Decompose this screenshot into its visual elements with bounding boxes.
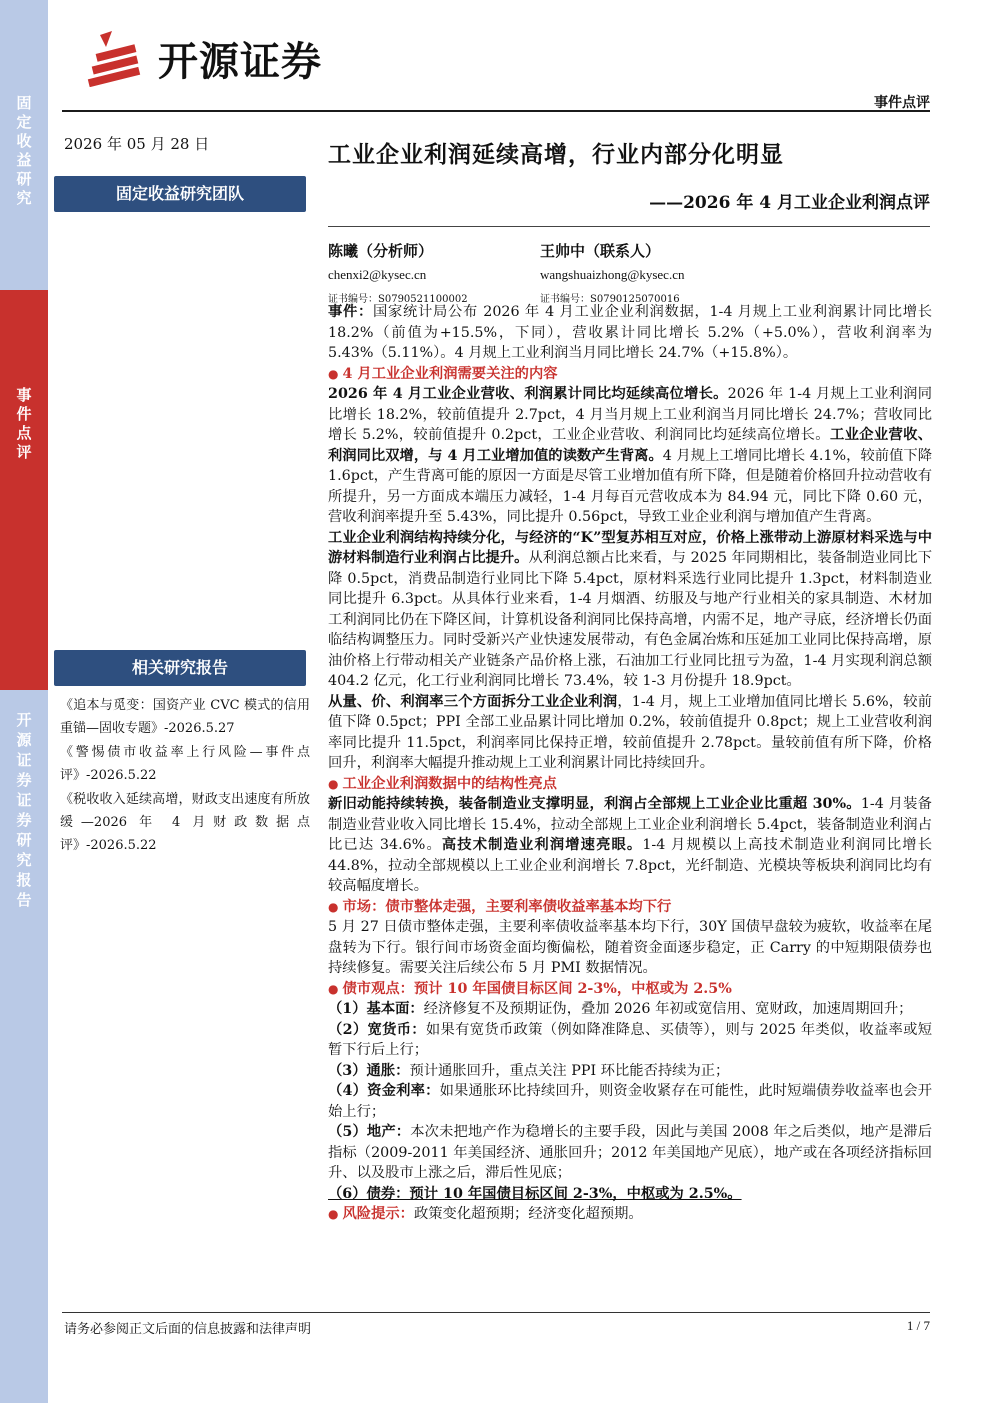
team-box: 固定收益研究团队 [54,176,306,212]
author-email[interactable]: chenxi2@kysec.cn [328,267,427,282]
paragraph-lead: 从量、价、利润率三个方面拆分工业企业利润 [328,693,618,710]
band-fixed-income [0,0,48,290]
author-name: 王帅中（联系人） [540,242,661,260]
section-heading [328,979,932,1000]
author-card [328,240,468,311]
event-label: 事件： [328,304,373,320]
report-date: 2026 年 05 月 28 日 [64,135,210,153]
view-item [328,1081,932,1122]
doc-type: 事件点评 [874,95,930,111]
paragraph-text: 2026 年 1-4 月规上工业利润同比增长 18.2%，较前值提升 2.7pct，4 月当月规上工业利润当月同比增长 24.7%；营收同比增长 5.2%，较前值提升 0.2pct，工业企业营收、利润同比均延续高位增长。 [328,386,932,443]
paragraph-lead: 工业企业利润结构持续分化，与经济的“K”型复苏相互对应，价格上涨带动上游原材料采选与中游材料制造行业利润占比提升。 [328,529,932,566]
view-label: （1）基本面： [328,1001,424,1017]
bullet-dot-icon: ● [328,899,339,914]
footer-divider [62,1312,930,1313]
view-conclusion: （6）债券：预计 10 年国债目标区间 2-3%，中枢或为 2.5%。 [328,1185,742,1202]
author-name: 陈曦（分析师） [328,242,434,260]
title-divider [328,226,930,227]
bullet-dot-icon: ● [328,1207,339,1221]
view-text: 本次未把地产作为稳增长的主要手段，因此与美国 2008 年之后类似，地产是滞后指标（2009-2011 年美国经济、通胀回升；2012 年美国地产见底），地产或在各项经济指标回升、以及股市上涨之后，滞后性见底； [328,1124,932,1181]
view-item [328,999,932,1020]
related-reports-box: 相关研究报告 [54,650,306,686]
paragraph [328,528,932,692]
paragraph-lead: 工业企业营收、利润同比双增，与 4 月工业增加值的读数产生背离。 [328,427,932,464]
header-divider [62,110,930,112]
band-top-label: 固定收益研究 [16,94,32,207]
paragraph-text: 1-4 月装备制造业营业收入同比增长 15.4%，拉动全部规上工业企业利润增长 5.4pct，装备制造业利润占比已达 34.6%。 [328,796,932,853]
author-cert: 证书编号：S0790125070016 [540,294,680,305]
paragraph [328,692,932,774]
event-text: 国家统计局公布 2026 年 4 月工业企业利润数据，1-4 月规上工业利润累计同比增长 18.2%（前值为+15.5%，下同），营收累计同比增长 5.2%（+5.0%），营收利润率为 5.43%（5.11%）。4 月规上工业利润当月同比增长 24.7%（+15.8%）。 [328,304,932,361]
risk-paragraph [328,1204,932,1225]
related-reports-list [60,694,310,858]
related-report-item[interactable]: 《警惕债市收益率上行风险—事件点评》-2026.5.22 [60,745,310,783]
view-item [328,1020,932,1061]
section-heading [328,364,932,385]
view-item [328,1184,932,1205]
view-text: 预计通胀回升，重点关注 PPI 环比能否持续为正； [409,1062,730,1079]
paragraph-text: ，1-4 月，规上工业增加值同比增长 5.6%，较前值下降 0.5pct；PPI 全部工业品累计同比增加 0.2%，较前值提升 0.8pct；规上工业营收利润率同比提升 11.5pct，利润率同比保持正增，较前值提升 2.78pct。量较前值有所下降，价格回升，利润率大幅提升推动规上工业利润累计同比持续回升。 [328,693,932,771]
view-text: 经济修复不及预期证伪，叠加 2026 年初或宽信用、宽财政，加速周期回升； [423,1001,913,1017]
section-heading [328,774,932,795]
paragraph [328,794,932,897]
view-label: （2）宽货币： [328,1021,426,1038]
band-event-review [0,290,48,690]
related-report-item[interactable]: 《税收收入延续高增，财政支出速度有所放缓—2026 年 4 月财政数据点评》-2026.5.22 [60,792,310,853]
view-label: （3）通胀： [328,1062,410,1079]
brand-name: 开源证券 [158,38,322,85]
related-report-item[interactable]: 《追本与觅变：国资产业 CVC 模式的信用重锚—固收专题》-2026.5.27 [60,698,310,736]
author-card [540,240,684,311]
brand-logo [86,28,322,88]
author-email[interactable]: wangshuaizhong@kysec.cn [540,267,685,282]
brand-logo-icon [86,29,152,87]
view-label: （4）资金利率： [328,1083,440,1099]
paragraph-text: 4 月规上工增同比增长 4.1%，较前值下降 1.6pct，产生背离可能的原因一方面是尽管工业增加值有所下降，但是随着价格回升拉动营收有所提升，另一方面成本端压力减轻，1-4 月每百元营收成本为 84.94 元，同比下降 0.60 元，营收利润率提升至 5.43%，同比提升 0.56pct，导致工业企业利润与增加值产生背离。 [328,447,932,525]
page-number: 1 / 7 [906,1318,930,1333]
paragraph-text: 1-4 月规模以上高技术制造业利润同比增长 44.8%，拉动全部规模以上工业企业利润增长 7.8pct，光纤制造、光模块等板块利润同比均有较高幅度增长。 [328,837,932,894]
paragraph-text: 5 月 27 日债市整体走强，主要利率债收益率基本均下行，30Y 国债早盘较为疲软，收益率在尾盘转为下行。银行间市场资金面均衡偏松，随着资金面逐步稳定，正 Carry 的中短期限债券也持续修复。需要关注后续公布 5 月 PMI 数据情况。 [328,919,932,976]
view-item [328,1061,932,1082]
paragraph-lead: 高技术制造业利润增速亮眼。 [441,837,643,853]
view-item [328,1122,932,1184]
section-heading [328,897,932,918]
band-mid-label: 事件点评 [16,386,32,461]
paragraph-lead: 新旧动能持续转换，装备制造业支撑明显，利润占全部规上工业企业比重超 30%。 [328,796,861,812]
band-bottom-label: 开源证券 证券研究报告 [16,711,32,909]
bullet-dot-icon: ● [328,776,339,791]
band-research-report [0,690,48,1403]
report-title: 工业企业利润延续高增，行业内部分化明显 [328,141,784,168]
paragraph-text: 从利润总额占比来看，与 2025 年同期相比，装备制造业同比下降 0.5pct，消费品制造行业同比下降 5.4pct，原材料采选行业同比提升 1.3pct，材料制造业同比提升 6.3pct。从具体行业来看，1-4 月烟酒、纺服及与地产行业相关的家具制造、木材加工利润同比仍在下降区间，计算机设备利润同比保持高增，内需不足，地产寻底，经济增长仍面临结构调整压力。同时受新兴产业快速发展带动，有色金属冶炼和压延加工业同比保持高增，原油价格上行带动相关产业链条产品价格上涨，石油加工行业同比扭亏为盈，1-4 月实现利润总额 404.2 亿元，化工行业利润同比增长 73.4%，较 1-3 月份提升 18.9pct。 [328,550,932,689]
footer-disclaimer: 请务必参阅正文后面的信息披露和法律声明 [64,1322,312,1337]
view-text: 如果有宽货币政策（例如降准降息、买债等），则与 2025 年类似，收益率或短暂下行后上行； [328,1021,932,1058]
section-heading-text: 市场：债市整体走强，主要利率债收益率基本均下行 [342,898,672,915]
report-body [328,302,932,1225]
author-cert: 证书编号：S0790521100002 [328,294,468,305]
section-heading-text: 4 月工业企业利润需要关注的内容 [342,365,558,382]
paragraph [328,384,932,528]
risk-text: 政策变化超预期；经济变化超预期。 [413,1206,643,1222]
bullet-dot-icon: ● [328,366,339,381]
section-heading-text: 债市观点：预计 10 年国债目标区间 2-3%，中枢或为 2.5% [342,980,732,997]
paragraph-lead: 2026 年 4 月工业企业营收、利润累计同比均延续高位增长。 [328,386,728,402]
paragraph [328,917,932,979]
section-heading-text: 工业企业利润数据中的结构性亮点 [342,775,557,792]
view-label: （5）地产： [328,1124,411,1140]
event-paragraph [328,302,932,364]
bullet-dot-icon: ● [328,981,339,996]
view-text: 如果通胀环比持续回升，则资金收紧存在可能性，此时短端债券收益率也会开始上行； [328,1083,932,1120]
risk-label: 风险提示： [342,1206,414,1222]
report-subtitle: ——2026 年 4 月工业企业利润点评 [649,193,930,213]
